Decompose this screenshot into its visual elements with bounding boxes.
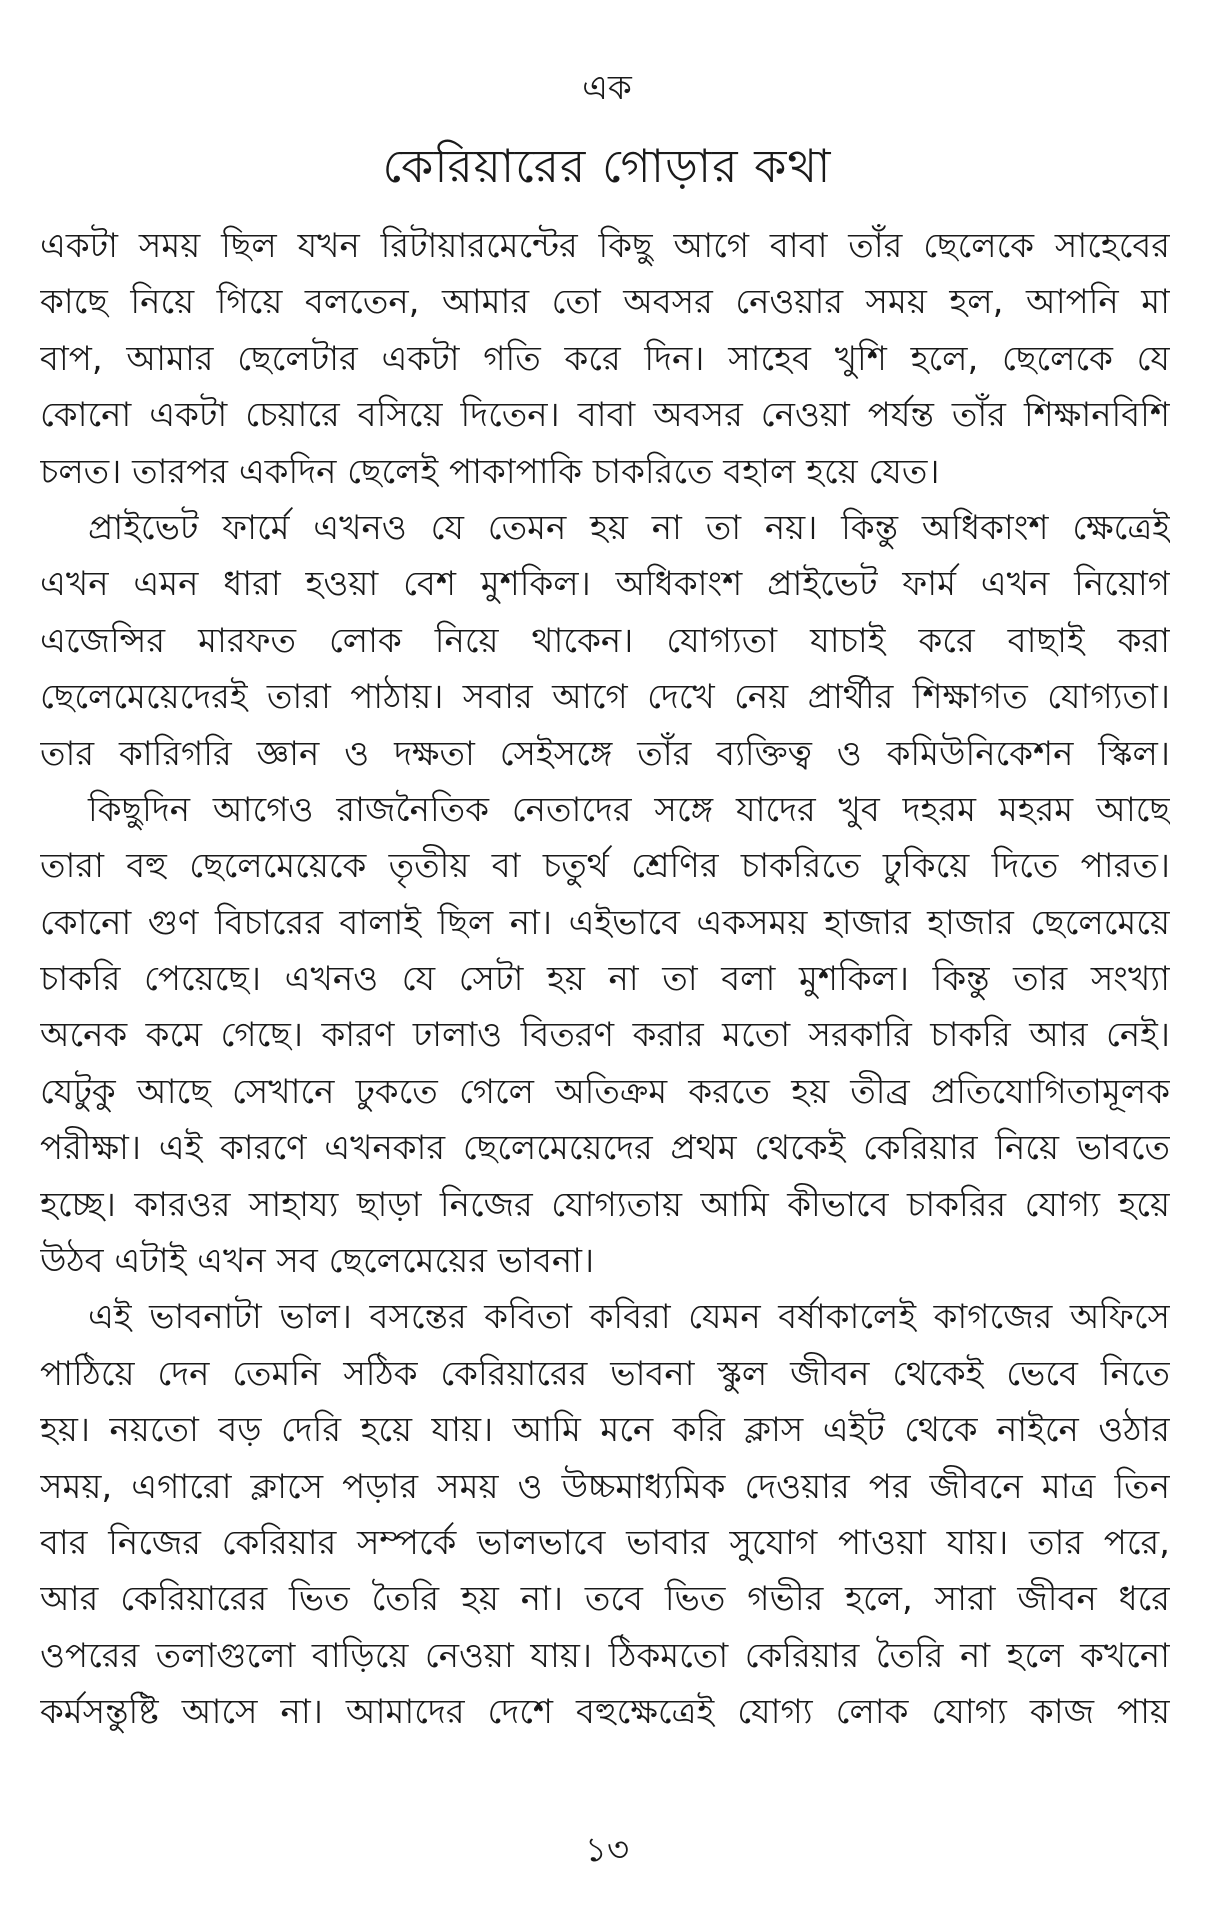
- text-line: পাঠিয়ে দেন তেমনি সঠিক কেরিয়ারের ভাবনা স্কুল জীবন থেকেই ভেবে নিতে: [40, 1353, 1170, 1394]
- text-line: এজেন্সির মারফত লোক নিয়ে থাকেন। যোগ্যতা যাচাই করে বাছাই করা: [40, 620, 1170, 661]
- text-line: যেটুকু আছে সেখানে ঢুকতে গেলে অতিক্রম করতে হয় তীব্র প্রতিযোগিতামূলক: [40, 1071, 1170, 1112]
- text-line: একটা সময় ছিল যখন রিটায়ারমেন্টের কিছু আগে বাবা তাঁর ছেলেকে সাহেবের: [40, 226, 1170, 266]
- body-text: [40, 218, 1170, 1741]
- text-line: অনেক কমে গেছে। কারণ ঢালাও বিতরণ করার মতো সরকারি চাকরি আর নেই।: [40, 1015, 1170, 1056]
- text-line: বাপ, আমার ছেলেটার একটা গতি করে দিন। সাহেব খুশি হলে, ছেলেকে যে: [40, 338, 1170, 379]
- text-line: হচ্ছে। কারওর সাহায্য ছাড়া নিজের যোগ্যতায় আমি কীভাবে চাকরির যোগ্য হয়ে: [40, 1184, 1170, 1225]
- text-line: চলত। তারপর একদিন ছেলেই পাকাপাকি চাকরিতে বহাল হয়ে যেত।: [40, 451, 940, 492]
- text-line: প্রাইভেট ফার্মে এখনও যে তেমন হয় না তা নয়। কিন্তু অধিকাংশ ক্ষেত্রেই: [88, 507, 1170, 548]
- chapter-number: এক: [582, 68, 632, 108]
- text-line: তার কারিগরি জ্ঞান ও দক্ষতা সেইসঙ্গে তাঁর ব্যক্তিত্ব ও কমিউনিকেশন স্কিল।: [40, 733, 1170, 774]
- text-line: কোনো একটা চেয়ারে বসিয়ে দিতেন। বাবা অবসর নেওয়া পর্যন্ত তাঁর শিক্ষানবিশি: [40, 395, 1170, 436]
- text-line: উঠব এটাই এখন সব ছেলেমেয়ের ভাবনা।: [40, 1241, 595, 1282]
- text-line: চাকরি পেয়েছে। এখনও যে সেটা হয় না তা বলা মুশকিল। কিন্তু তার সংখ্যা: [40, 959, 1170, 1000]
- text-line: সময়, এগারো ক্লাসে পড়ার সময় ও উচ্চমাধ্যমিক দেওয়ার পর জীবনে মাত্র তিন: [40, 1466, 1170, 1507]
- text-line: এই ভাবনাটা ভাল। বসন্তের কবিতা কবিরা যেমন বর্ষাকালেই কাগজের অফিসে: [88, 1297, 1170, 1338]
- text-line: কর্মসন্তুষ্টি আসে না। আমাদের দেশে বহুক্ষেত্রেই যোগ্য লোক যোগ্য কাজ পায়: [40, 1692, 1170, 1733]
- text-line: কাছে নিয়ে গিয়ে বলতেন, আমার তো অবসর নেওয়ার সময় হল, আপনি মা: [40, 282, 1170, 323]
- text-line: ছেলেমেয়েদেরই তারা পাঠায়। সবার আগে দেখে নেয় প্রার্থীর শিক্ষাগত যোগ্যতা।: [40, 677, 1170, 718]
- text-line: হয়। নয়তো বড় দেরি হয়ে যায়। আমি মনে করি ক্লাস এইট থেকে নাইনে ওঠার: [40, 1410, 1170, 1451]
- text-line: বার নিজের কেরিয়ার সম্পর্কে ভালভাবে ভাবার সুযোগ পাওয়া যায়। তার পরে,: [40, 1522, 1170, 1563]
- text-line: কিছুদিন আগেও রাজনৈতিক নেতাদের সঙ্গে যাদের খুব দহরম মহরম আছে: [88, 789, 1170, 830]
- text-line: পরীক্ষা। এই কারণে এখনকার ছেলেমেয়েদের প্রথম থেকেই কেরিয়ার নিয়ে ভাবতে: [40, 1128, 1170, 1169]
- page-number: ১৩: [584, 1830, 630, 1870]
- text-line: কোনো গুণ বিচারের বালাই ছিল না। এইভাবে একসময় হাজার হাজার ছেলেমেয়ে: [40, 902, 1170, 943]
- text-line: এখন এমন ধারা হওয়া বেশ মুশকিল। অধিকাংশ প্রাইভেট ফার্ম এখন নিয়োগ: [40, 564, 1170, 605]
- text-line: ওপরের তলাগুলো বাড়িয়ে নেওয়া যায়। ঠিকমতো কেরিয়ার তৈরি না হলে কখনো: [40, 1635, 1170, 1676]
- text-line: তারা বহু ছেলেমেয়েকে তৃতীয় বা চতুর্থ শ্রেণির চাকরিতে ঢুকিয়ে দিতে পারত।: [40, 846, 1170, 887]
- chapter-title: কেরিয়ারের গোড়ার কথা: [382, 139, 832, 193]
- text-line: আর কেরিয়ারের ভিত তৈরি হয় না। তবে ভিত গভীর হলে, সারা জীবন ধরে: [40, 1579, 1170, 1620]
